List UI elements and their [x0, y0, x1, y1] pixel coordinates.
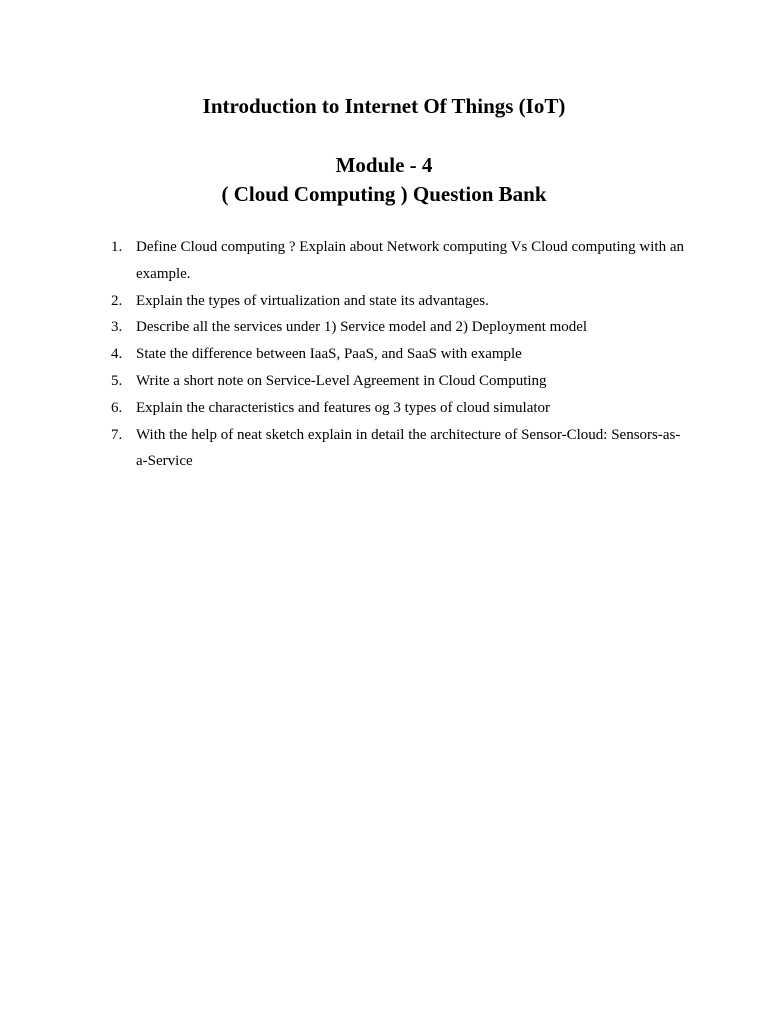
question-text: Explain the characteristics and features og 3 types of cloud simulator: [136, 399, 551, 416]
question-text: Define Cloud computing ? Explain about Network computing Vs Cloud computing with an example.: [136, 239, 684, 282]
question-number: 2.: [111, 292, 123, 309]
question-number: 5.: [111, 372, 123, 389]
question-text: Explain the types of virtualization and state its advantages.: [136, 292, 489, 309]
question-list: [0, 234, 768, 475]
module-heading: Module - 4: [335, 153, 433, 177]
question-text: State the difference between IaaS, PaaS, and SaaS with example: [136, 346, 522, 363]
question-bank-heading: ( Cloud Computing ) Question Bank: [221, 182, 547, 206]
question-item: [0, 234, 768, 288]
question-item: [0, 314, 768, 341]
question-item: [0, 422, 768, 476]
question-number: 6.: [111, 399, 123, 416]
question-number: 3.: [111, 319, 123, 336]
question-item: [0, 368, 768, 395]
question-item: [0, 395, 768, 422]
question-number: 1.: [111, 239, 123, 255]
question-number: 7.: [111, 426, 123, 443]
question-number: 4.: [111, 346, 123, 363]
question-text: With the help of neat sketch explain in detail the architecture of Sensor-Cloud: Sensors-as-a-Service: [136, 426, 681, 470]
question-item: [0, 341, 768, 368]
question-text: Write a short note on Service-Level Agreement in Cloud Computing: [136, 372, 547, 389]
question-item: [0, 288, 768, 315]
question-text: Describe all the services under 1) Service model and 2) Deployment model: [136, 319, 588, 336]
document-title: Introduction to Internet Of Things (IoT): [202, 94, 566, 118]
